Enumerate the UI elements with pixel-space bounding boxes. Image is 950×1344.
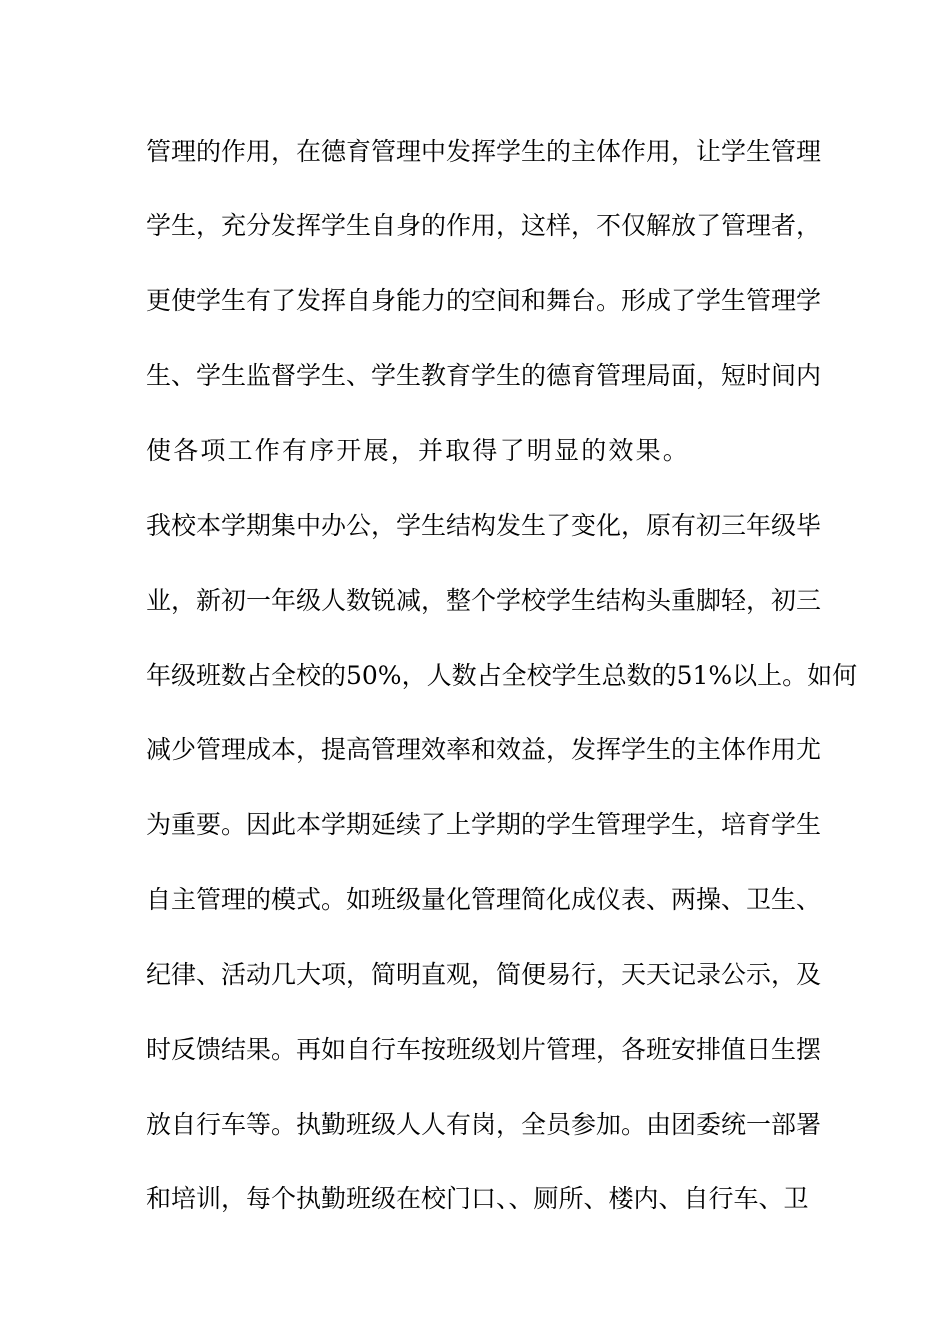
text-line-1: 管理的作用，在德育管理中发挥学生的主体作用，让学生管理: [146, 137, 822, 166]
text-line-12: 纪律、活动几大项，简明直观，简便易行，天天记录公示，及: [146, 960, 822, 989]
text-line-3: 更使学生有了发挥自身能力的空间和舞台。形成了学生管理学: [146, 286, 822, 315]
text-line-8: 年级班数占全校的50%，人数占全校学生总数的51%以上。如何: [146, 661, 858, 690]
text-line-7: 业，新初一年级人数锐减，整个学校学生结构头重脚轻，初三: [146, 586, 822, 615]
text-line-14: 放自行车等。执勤班级人人有岗，全员参加。由团委统一部署: [146, 1110, 822, 1139]
text-line-2: 学生，充分发挥学生自身的作用，这样，不仅解放了管理者，: [146, 211, 822, 240]
text-line-15: 和培训，每个执勤班级在校门口、、厕所、楼内、自行车、卫: [146, 1184, 809, 1213]
text-line-6: 我校本学期集中办公，学生结构发生了变化，原有初三年级毕: [146, 511, 822, 540]
text-line-10: 为重要。因此本学期延续了上学期的学生管理学生，培育学生: [146, 810, 822, 839]
text-line-4: 生、学生监督学生、学生教育学生的德育管理局面，短时间内: [146, 361, 822, 390]
text-line-9: 减少管理成本，提高管理效率和效益，发挥学生的主体作用尤: [146, 735, 822, 764]
text-line-5: 使各项工作有序开展，并取得了明显的效果。: [146, 436, 691, 465]
text-line-13: 时反馈结果。再如自行车按班级划片管理，各班安排值日生摆: [146, 1035, 822, 1064]
text-line-11: 自主管理的模式。如班级量化管理简化成仪表、两操、卫生、: [146, 885, 822, 914]
